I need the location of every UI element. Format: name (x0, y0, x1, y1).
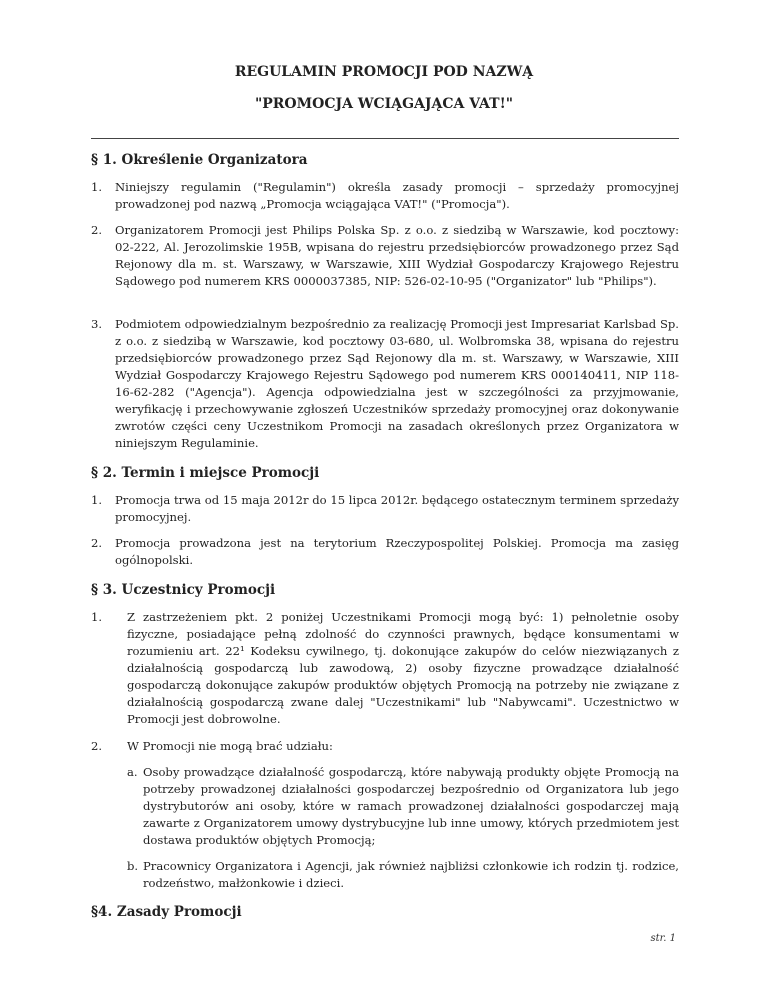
section-1-item-1 (91, 179, 679, 213)
item-text: Organizatorem Promocji jest Philips Polska Sp. z o.o. z siedzibą w Warszawie, kod pocztowy: 02-222, Al. Jerozolimskie 195B, wpisana do rejestru przedsiębiorców prowadzonego przez Sąd Rejonowy dla m. st. Warszawy, w Warszawie, XIII Wydział Gospodarczy Krajowego Rejestru Sądowego pod numerem KRS 0000037385, NIP: 526-02-10-95 ("Organizator" lub "Philips"). (115, 223, 679, 288)
section-3-subitem-a (127, 764, 679, 849)
section-1-item-2 (91, 222, 679, 290)
page-number: str. 1 (650, 933, 676, 944)
section-2-heading: § 2. Termin i miejsce Promocji (91, 465, 320, 481)
item-text: Podmiotem odpowiedzialnym bezpośrednio za realizację Promocji jest Impresariat Karlsbad Sp. z o.o. z siedzibą w Warszawie, kod pocztowy 03-680, ul. Wolbromska 38, wpisana do rejestru przedsiębiorców prowadzonego przez Sąd Rejonowy dla m. st. Warszawy, w Warszawie, XIII Wydział Gospodarczy Krajowego Rejestru Sądowego pod numerem KRS 000140411, NIP 118-16-62-282 ("Agencja"). Agencja odpowiedzialna jest w szczególności za przyjmowanie, weryfikację i przechowywanie zgłoszeń Uczestników sprzedaży promocyjnej oraz dokonywanie zwrotów części ceny Uczestnikom Promocji na zasadach określonych przez Organizatora w niniejszym Regulaminie. (115, 317, 679, 450)
section-3-heading: § 3. Uczestnicy Promocji (91, 582, 276, 598)
item-text: Promocja prowadzona jest na terytorium Rzeczypospolitej Polskiej. Promocja ma zasięg ogólnopolski. (115, 536, 679, 567)
item-number: 2. (91, 536, 103, 550)
item-text: Niniejszy regulamin ("Regulamin") określa zasady promocji – sprzedaży promocyjnej prowadzonej pod nazwą „Promocja wciągająca VAT!" ("Promocja"). (115, 180, 679, 211)
section-3-item-1 (91, 609, 679, 728)
title-divider (91, 138, 679, 139)
item-number: 1. (91, 610, 103, 624)
section-4-heading: §4. Zasady Promocji (91, 904, 242, 920)
subitem-letter: b. (127, 859, 139, 873)
section-2-item-1 (91, 492, 679, 526)
item-text: W Promocji nie mogą brać udziału: (127, 739, 333, 753)
section-1-item-3 (91, 316, 679, 452)
item-number: 1. (91, 493, 103, 507)
document-title-line-2: "PROMOCJA WCIĄGAJĄCA VAT!" (254, 96, 514, 112)
subitem-text: Osoby prowadzące działalność gospodarczą, które nabywają produkty objęte Promocją na potrzeby prowadzonej działalności gospodarczej bezpośrednio od Organizatora lub jego dystrybutorów ani osoby, które w ramach prowadzonej działalności gospodarczej mają zawarte z Organizatorem umowy dystrybucyjne lub inne umowy, których przedmiotem jest dostawa produktów objętych Promocją; (143, 765, 679, 847)
subitem-text: Pracownicy Organizatora i Agencji, jak również najbliżsi członkowie ich rodzin tj. rodzice, rodzeństwo, małżonkowie i dzieci. (143, 859, 679, 890)
section-3-item-2 (91, 738, 679, 755)
subitem-letter: a. (127, 765, 138, 779)
item-number: 2. (91, 739, 103, 753)
item-number: 1. (91, 180, 103, 194)
item-text: Z zastrzeżeniem pkt. 2 poniżej Uczestnikami Promocji mogą być: 1) pełnoletnie osoby fizyczne, posiadające pełną zdolność do czynności prawnych, będące konsumentami w rozumieniu art. 22¹ Kodeksu cywilnego, tj. dokonujące zakupów do celów niezwiązanych z działalnością gospodarczą lub zawodową, 2) osoby fizyczne prowadzące działalność gospodarczą dokonujące zakupów produktów objętych Promocją na potrzeby nie związane z działalnością gospodarczą zwane dalej "Uczestnikami" lub "Nabywcami". Uczestnictwo w Promocji jest dobrowolne. (127, 610, 679, 726)
document-title-line-1: REGULAMIN PROMOCJI POD NAZWĄ (234, 64, 534, 80)
section-3-subitem-b (127, 858, 679, 892)
section-2-item-2 (91, 535, 679, 569)
item-number: 2. (91, 223, 103, 237)
section-1-heading: § 1. Określenie Organizatora (91, 152, 308, 168)
item-number: 3. (91, 317, 103, 331)
item-text: Promocja trwa od 15 maja 2012r do 15 lipca 2012r. będącego ostatecznym terminem sprzedaży promocyjnej. (115, 493, 679, 524)
